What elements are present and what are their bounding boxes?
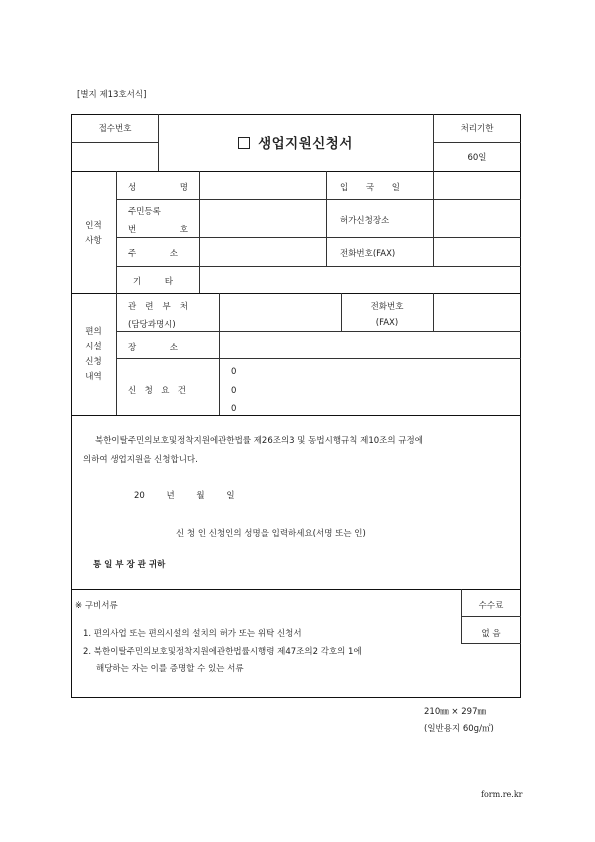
rrn-label-1: 주민등록 [128,207,161,217]
place-field[interactable] [220,332,520,358]
paper-size: 210㎜ × 297㎜ [424,707,486,717]
required-docs-heading: ※ 구비서류 [75,601,118,611]
deadline-label: 처리기한 [460,124,494,134]
paper-type: (일반용지 60g/㎡) [424,724,494,734]
required-doc-item-2-line-1: 2. 북한이탈주민의보호및정착지원에관한법률시행령 제47조의2 각호의 1에 [83,647,362,657]
recipient: 통 일 부 장 관 귀하 [93,560,166,570]
office-field[interactable] [220,294,341,331]
name-field[interactable] [200,172,326,199]
address-label: 주 소 [128,249,178,259]
name-label: 성 명 [128,183,188,193]
personal-section-label-1: 인적 [85,221,102,231]
facility-section-label-3: 신청 [85,357,102,367]
facility-section-label-2: 시설 [85,342,102,352]
office-label-2: (담당과명시) [128,320,176,330]
requirement-item[interactable]: 0 [231,367,237,377]
phone-fax-field[interactable] [434,238,520,266]
statement-line-1: 북한이탈주민의보호및정착지원에관한법률 제26조의3 및 동법시행규칙 제10조의 규정에 [95,436,423,446]
deadline-value: 60일 [467,153,487,163]
address-field[interactable] [200,238,326,266]
permit-place-field[interactable] [434,200,520,237]
required-doc-item-2-line-2: 해당하는 자는 이를 증명할 수 있는 서류 [96,664,244,674]
checkbox-icon [238,137,250,149]
entry-date-field[interactable] [434,172,520,199]
facility-phone-field[interactable] [434,294,520,331]
fee-value: 없 음 [481,629,501,639]
frame-bottom [71,697,521,698]
phone-fax-label: 전화번호(FAX) [340,249,396,259]
facility-phone-label-2: (FAX) [375,318,399,328]
requirement-item[interactable]: 0 [231,386,237,396]
form-title [158,132,433,152]
facility-section-label-1: 편의 [85,327,102,337]
facility-phone-label-1: 전화번호 [370,302,404,312]
place-label: 장 소 [128,343,178,353]
rrn-label-2: 번 호 [128,225,188,235]
required-doc-item-1: 1. 편의사업 또는 편의시설의 설치의 허가 또는 위탁 신청서 [83,629,302,639]
site-footer: form.re.kr [481,790,523,799]
personal-section-label-2: 사항 [85,236,102,246]
other-label: 기 타 [133,277,173,287]
frame-top [71,114,521,115]
other-field[interactable] [200,267,520,293]
requirements-label: 신 청 요 건 [128,386,186,396]
date-line[interactable]: 20 년 월 일 [134,491,235,501]
requirement-item[interactable]: 0 [231,404,237,414]
fee-label: 수수료 [478,601,504,611]
office-label-1: 관 련 부 처 [128,302,188,312]
form-number: [별지 제13호서식] [77,90,147,100]
statement-line-2: 의하여 생업지원을 신청합니다. [83,455,198,465]
receipt-number-label: 접수번호 [98,124,132,134]
entry-date-label: 입 국 일 [340,183,400,193]
signature-line[interactable]: 신 청 인 신청인의 성명을 입력하세요(서명 또는 인) [176,529,366,539]
permit-place-label: 허가신청장소 [340,216,390,226]
facility-section-label-4: 내역 [85,372,102,382]
form-title-text: 생업지원신청서 [258,136,353,152]
rrn-field[interactable] [200,200,326,237]
frame-left [71,114,72,698]
